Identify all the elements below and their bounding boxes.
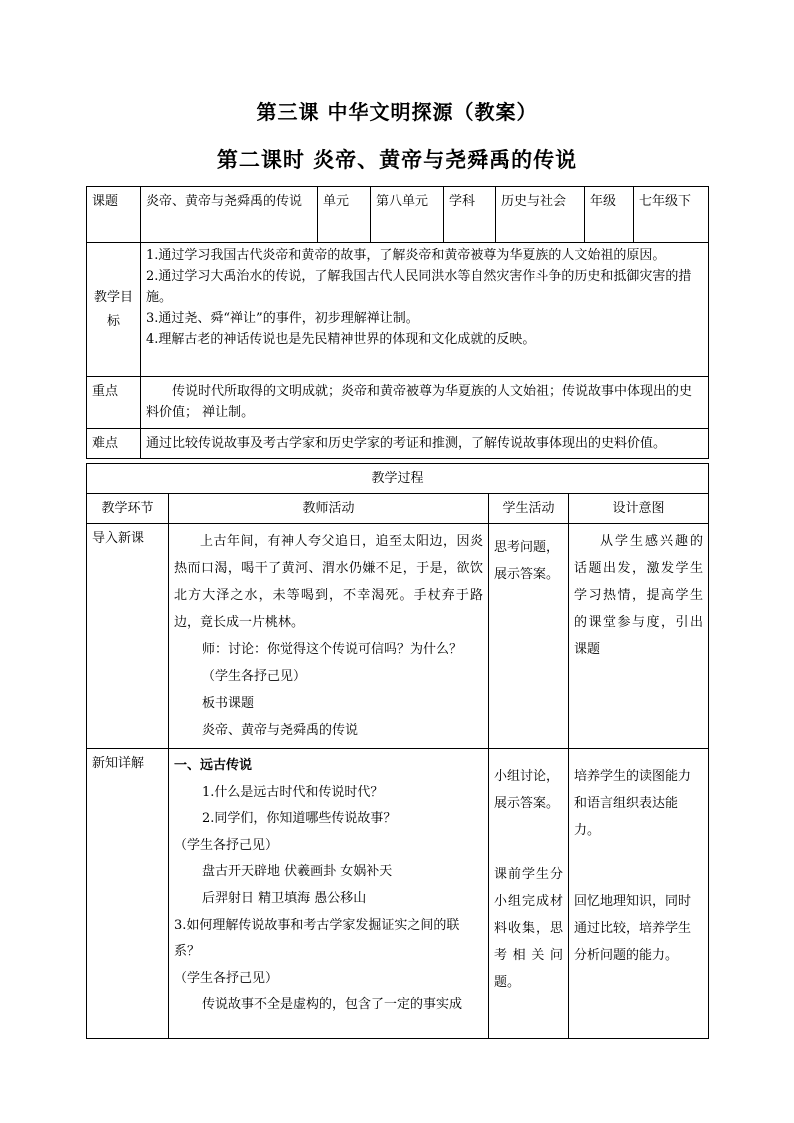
intro-intent: 从学生感兴趣的话题出发，激发学生学习热情，提高学生的课堂参与度，引出课题 (569, 524, 709, 749)
key-label: 重点 (87, 377, 141, 429)
key-value: 传说时代所取得的文明成就；炎帝和黄帝被尊为华夏族的人文始祖；传说故事中体现出的史料价值； 禅让制。 (141, 377, 709, 429)
difficulty-value: 通过比较传说故事及考古学家和历史学家的考证和推测，了解传说故事体现出的史料价值。 (141, 429, 709, 459)
unit-label: 单元 (318, 187, 371, 243)
header-intent: 设计意图 (569, 494, 709, 524)
subject-label: 学科 (444, 187, 496, 243)
new-question-3: 3.如何理解传说故事和考古学家发掘证实之间的联系？ (174, 917, 460, 960)
goals-label: 教学目标 (87, 243, 141, 377)
subject-value: 历史与社会 (496, 187, 585, 243)
new-note-1: （学生各抒己见） (174, 837, 279, 853)
new-question-2: 2.同学们，你知道哪些传说故事？ (202, 811, 397, 827)
new-explanation: 传说故事不全是虚构的，包含了一定的事实成 (202, 997, 463, 1013)
new-student-2: 课前学生分小组完成材料收集，思考相关问题。 (494, 867, 563, 990)
goal-item: 1.通过学习我国古代炎帝和黄帝的故事，了解炎帝和黄帝被尊为华夏族的人文始祖的原因。 (146, 248, 666, 263)
legend-list-1: 盘古开天辟地 伏羲画卦 女娲补天 (202, 864, 393, 880)
page-title: 第三课 中华文明探源（教案） (256, 100, 538, 124)
unit-value: 第八单元 (371, 187, 444, 243)
goal-item: 3.通过尧、舜“禅让”的事件，初步理解禅让制。 (146, 311, 419, 326)
topic-value: 炎帝、黄帝与尧舜禹的传说 (141, 187, 318, 243)
new-stage: 新知详解 (87, 749, 169, 1039)
intro-topic: 炎帝、黄帝与尧舜禹的传说 (202, 723, 359, 738)
legend-list-2: 后羿射日 精卫填海 愚公移山 (202, 890, 367, 906)
intro-stage: 导入新课 (87, 524, 169, 749)
grade-label: 年级 (585, 187, 634, 243)
goal-item: 2.通过学习大禹治水的传说，了解我国古代人民同洪水等自然灾害作斗争的历史和抵御灾害的措施。 (146, 269, 692, 305)
header-teacher: 教师活动 (169, 494, 489, 524)
goal-item: 4.理解古老的神话传说也是先民精神世界的体现和文化成就的反映。 (146, 332, 536, 347)
new-question-1: 1.什么是远古时代和传说时代？ (202, 784, 384, 800)
new-intent-1: 培养学生的读图能力和语言组织表达能力。 (574, 769, 692, 838)
new-student-1: 小组讨论，展示答案。 (494, 769, 560, 811)
new-intent-2: 回忆地理知识，同时通过比较，培养学生分析问题的能力。 (574, 894, 692, 963)
process-title: 教学过程 (87, 464, 709, 494)
intro-question: 师：讨论：你觉得这个传说可信吗？为什么？ (202, 642, 463, 657)
grade-value: 七年级下 (634, 187, 709, 243)
section-heading: 一、远古传说 (174, 758, 253, 773)
process-table (86, 463, 709, 1039)
page-subtitle: 第二课时 炎帝、黄帝与尧舜禹的传说 (216, 147, 578, 172)
difficulty-label: 难点 (87, 429, 141, 459)
intro-story: 上古年间，有神人夸父追日，追至太阳边，因炎热而口渴，喝干了黄河、渭水仍嫌不足，于是，欲饮北方大泽之水，未等喝到，不幸渴死。手杖弃于路边，竟长成一片桃林。 (174, 534, 483, 630)
info-table (86, 186, 709, 459)
intro-student: 思考问题，展示答案。 (489, 524, 569, 749)
topic-label: 课题 (87, 187, 141, 243)
intro-board: 板书课题 (202, 696, 255, 711)
header-student: 学生活动 (489, 494, 569, 524)
header-stage: 教学环节 (87, 494, 169, 524)
intro-note: （学生各抒己见） (202, 669, 307, 684)
new-note-2: （学生各抒己见） (174, 970, 279, 986)
